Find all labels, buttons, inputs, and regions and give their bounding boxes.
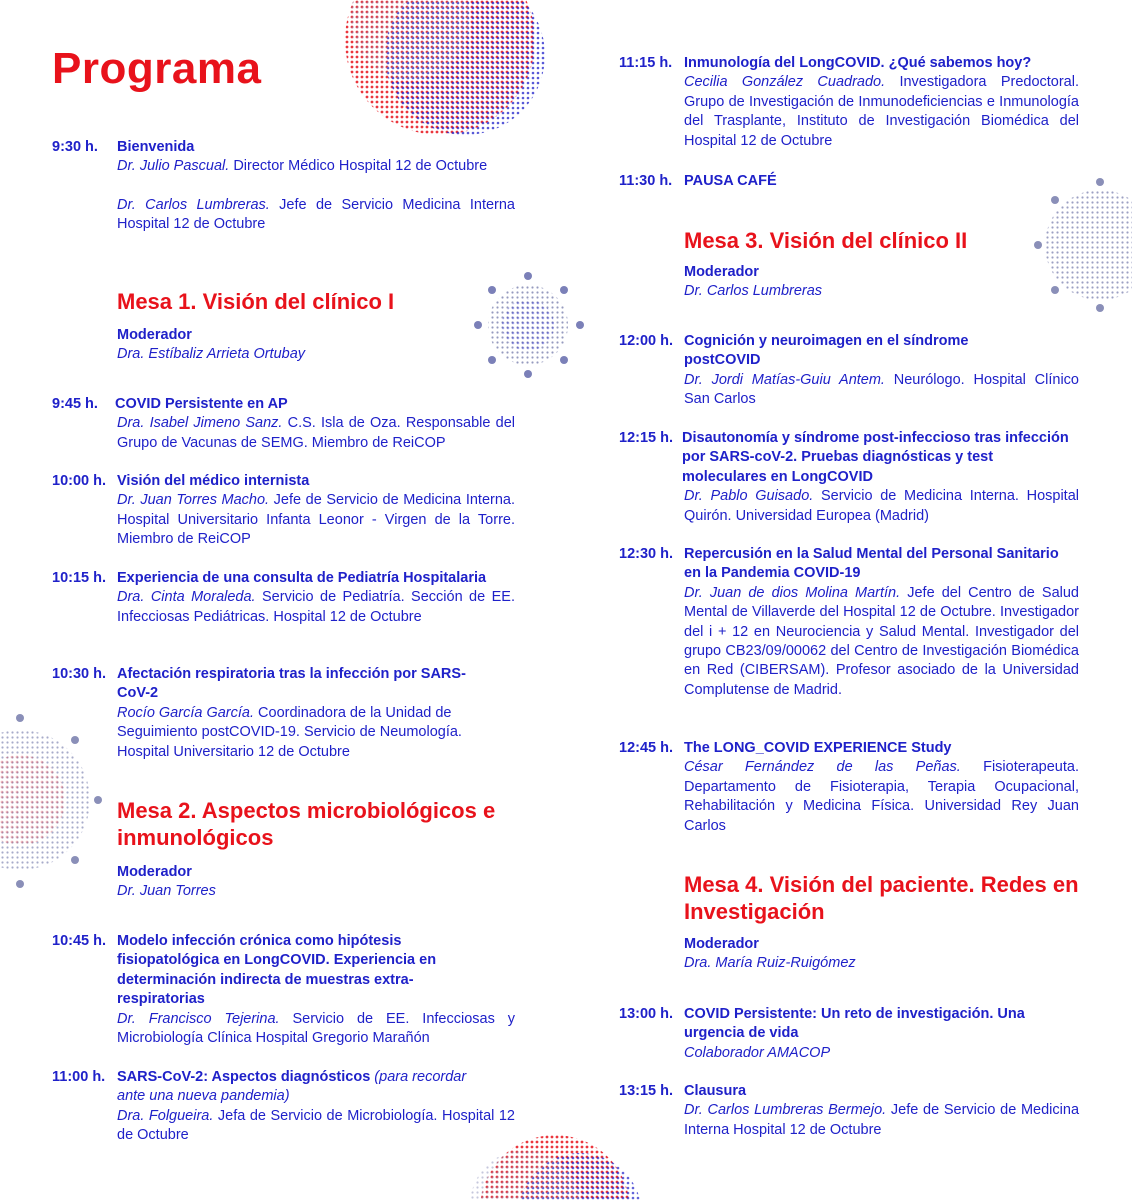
item-title: COVID Persistente: Un reto de investigación. Una urgencia de vida [684, 1006, 1025, 1042]
agenda-item-welcome [52, 138, 515, 235]
agenda-item-0945 [52, 395, 515, 453]
moderator-name: Dra. María Ruiz-Ruigómez [684, 955, 856, 972]
item-time: 12:15 h. [619, 430, 673, 446]
section-heading-mesa-4: Mesa 4. Visión del paciente. Redes en Investigación [684, 872, 1079, 924]
moderator-label: Moderador [117, 327, 192, 343]
moderator-label: Moderador [684, 264, 759, 280]
agenda-item-1100 [52, 1068, 515, 1146]
item-speaker: Cecilia González Cuadrado. Investigadora Predoctoral. Grupo de Investigación de Inmunodeficiencias e Inmunología del Trasplante, Instituto de Investigación Biomédica del Hospital 12 de Octubre [684, 74, 1079, 149]
item-time: 10:30 h. [52, 666, 106, 682]
item-speaker: Colaborador AMACOP [684, 1044, 831, 1061]
item-time: 12:00 h. [619, 333, 673, 349]
item-speaker: Rocío García García. Coordinadora de la Unidad de Seguimiento postCOVID-19. Servicio de Neumología. Hospital Universitario 12 de Octubre [117, 704, 462, 760]
agenda-item-1230 [619, 545, 1079, 700]
item-time: 11:00 h. [52, 1069, 106, 1085]
item-title: Inmunología del LongCOVID. ¿Qué sabemos hoy? [684, 55, 1032, 71]
moderator-name: Dr. Carlos Lumbreras [684, 283, 823, 300]
item-speaker-1: Dr. Julio Pascual. Director Médico Hospital 12 de Octubre [117, 158, 488, 175]
item-title: Disautonomía y síndrome post-infeccioso tras infección por SARS-coV-2. Pruebas diagnósticas y test moleculares en LongCOVID [682, 430, 1069, 485]
item-time: 11:30 h. [619, 173, 673, 189]
agenda-item-1115 [619, 54, 1079, 151]
agenda-item-1245 [619, 739, 1079, 836]
item-title: Cognición y neuroimagen en el síndrome postCOVID [684, 333, 969, 369]
section-heading-mesa-3: Mesa 3. Visión del clínico II [684, 228, 968, 253]
item-title: PAUSA CAFÉ [684, 173, 777, 189]
item-time: 11:15 h. [619, 55, 673, 71]
item-title: COVID Persistente en AP [115, 396, 288, 412]
item-speaker: Dra. Isabel Jimeno Sanz. C.S. Isla de Oza. Responsable del Grupo de Vacunas de SEMG. Miembro de ReiCOP [117, 415, 515, 451]
item-speaker-2: Dr. Carlos Lumbreras. Jefe de Servicio Medicina Interna Hospital 12 de Octubre [117, 196, 515, 233]
section-heading-mesa-2: Mesa 2. Aspectos microbiológicos e inmunológicos [117, 798, 496, 850]
item-title: The LONG_COVID EXPERIENCE Study [684, 740, 952, 756]
moderator-name: Dra. Estíbaliz Arrieta Ortubay [117, 346, 306, 363]
item-speaker: Dr. Pablo Guisado. Servicio de Medicina Interna. Hospital Quirón. Universidad Europea (Madrid) [684, 488, 1079, 524]
agenda-item-1215 [619, 429, 1079, 526]
moderator-block-mesa-1 [117, 326, 515, 365]
item-time: 13:15 h. [619, 1083, 673, 1099]
item-speaker: Dra. Cinta Moraleda. Servicio de Pediatría. Sección de EE. Infecciosas Pediátricas. Hospital 12 de Octubre [117, 589, 515, 625]
agenda-item-1000 [52, 472, 515, 550]
item-title: SARS-CoV-2: Aspectos diagnósticos (para recordar ante una nueva pandemia) [117, 1069, 467, 1105]
item-time: 12:45 h. [619, 740, 673, 756]
item-title: Visión del médico internista [117, 473, 310, 489]
moderator-block-mesa-4 [684, 935, 1079, 974]
agenda-item-1030 [52, 665, 515, 762]
item-title: Bienvenida [117, 139, 195, 155]
item-time: 10:45 h. [52, 933, 106, 949]
item-title: Experiencia de una consulta de Pediatría Hospitalaria [117, 570, 487, 586]
agenda-item-1200 [619, 332, 1079, 410]
moderator-label: Moderador [117, 864, 192, 880]
agenda-item-1015 [52, 569, 515, 627]
item-time: 9:30 h. [52, 139, 98, 155]
item-time: 9:45 h. [52, 396, 98, 412]
item-speaker: Dra. Folgueira. Jefa de Servicio de Microbiología. Hospital 12 de Octubre [117, 1107, 515, 1144]
item-time: 13:00 h. [619, 1006, 673, 1022]
item-title: Repercusión en la Salud Mental del Personal Sanitario en la Pandemia COVID-19 [684, 546, 1059, 582]
item-time: 12:30 h. [619, 546, 673, 562]
item-time: 10:00 h. [52, 473, 106, 489]
agenda-item-1315 [619, 1082, 1079, 1140]
item-title: Modelo infección crónica como hipótesis fisiopatológica en LongCOVID. Experiencia en determinación indirecta de muestras extra-respiratorias [117, 933, 437, 1008]
section-heading-mesa-1: Mesa 1. Visión del clínico I [117, 289, 395, 314]
page-title: Programa [52, 44, 262, 93]
item-time: 10:15 h. [52, 570, 106, 586]
item-speaker: Dr. Jordi Matías-Guiu Antem. Neurólogo. Hospital Clínico San Carlos [684, 371, 1079, 408]
item-speaker: Dr. Juan de dios Molina Martín. Jefe del Centro de Salud Mental de Villaverde del Hospital 12 de Octubre. Investigador del i + 12 en Neurociencia y Salud Mental. Investigador del grupo CB23/09/00062 del Centro de Investigación Biomédica en Red (CIBERSAM). Profesor asociado de la Universidad Complutense de Madrid. [684, 584, 1079, 698]
item-title: Clausura [684, 1083, 747, 1099]
item-speaker: Dr. Francisco Tejerina. Servicio de EE. Infecciosas y Microbiología Clínica Hospital Gregorio Marañón [117, 1010, 516, 1047]
moderator-block-mesa-2 [117, 863, 515, 902]
item-title: Afectación respiratoria tras la infección por SARS-CoV-2 [117, 666, 466, 702]
item-speaker: Dr. Carlos Lumbreras Bermejo. Jefe de Servicio de Medicina Interna Hospital 12 de Octubre [684, 1102, 1080, 1138]
item-speaker: Dr. Juan Torres Macho. Jefe de Servicio de Medicina Interna. Hospital Universitario Infanta Leonor - Virgen de la Torre. Miembro de ReiCOP [117, 492, 516, 548]
right-column [619, 0, 1079, 1200]
agenda-item-1045 [52, 932, 515, 1048]
left-column [52, 0, 515, 1200]
item-speaker: César Fernández de las Peñas. Fisioterapeuta. Departamento de Fisioterapia, Terapia Ocupacional, Rehabilitación y Medicina Física. Universidad Rey Juan Carlos [684, 759, 1079, 834]
moderator-name: Dr. Juan Torres [117, 883, 216, 900]
moderator-block-mesa-3 [684, 263, 1079, 302]
agenda-item-1300 [619, 1005, 1079, 1063]
moderator-label: Moderador [684, 936, 759, 952]
agenda-item-1130 [619, 172, 1079, 191]
